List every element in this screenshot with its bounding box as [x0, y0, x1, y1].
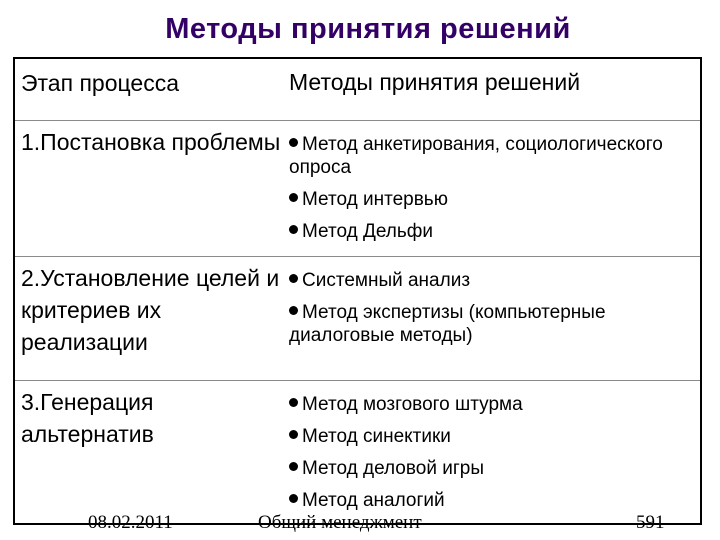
- stage-cell: 2.Установление целей и критериев их реализации: [14, 257, 289, 381]
- methods-cell: [289, 121, 701, 257]
- method-item: Метод анкетирования, социологического опроса: [289, 134, 663, 178]
- method-item: Метод интервью: [289, 188, 696, 211]
- methods-list: [289, 269, 696, 347]
- footer-date: 08.02.2011: [88, 512, 173, 533]
- table-row: [14, 121, 701, 257]
- header-stage: Этап процесса: [21, 70, 179, 96]
- footer-course: Общий менеджмент: [258, 512, 422, 533]
- bullet-icon: [289, 138, 298, 147]
- bullet-icon: [289, 225, 298, 234]
- table-row: [14, 257, 701, 381]
- methods-cell: [289, 381, 701, 525]
- method-item: Метод Дельфи: [289, 220, 696, 243]
- method-item: Метод аналогий: [289, 489, 696, 512]
- method-item: Системный анализ: [289, 269, 696, 292]
- methods-cell: [289, 257, 701, 381]
- header-methods: Методы принятия решений: [289, 69, 581, 95]
- footer-page-number: 591: [636, 512, 665, 533]
- stage-cell: 3.Генерация альтернатив: [14, 381, 289, 525]
- bullet-icon: [289, 306, 298, 315]
- bullet-icon: [289, 274, 298, 283]
- methods-list: [289, 133, 696, 243]
- bullet-icon: [289, 398, 298, 407]
- methods-table: [13, 57, 702, 525]
- method-item: Метод мозгового штурма: [289, 393, 696, 416]
- method-item: Метод экспертизы (компьютерные диалоговые методы): [289, 302, 606, 346]
- slide-title: Методы принятия решений: [165, 13, 571, 45]
- table-row: [14, 381, 701, 525]
- methods-list: [289, 393, 696, 512]
- bullet-icon: [289, 494, 298, 503]
- bullet-icon: [289, 430, 298, 439]
- method-item: Метод синектики: [289, 425, 696, 448]
- table-header-row: [14, 58, 701, 121]
- stage-cell: 1.Постановка проблемы: [14, 121, 289, 257]
- method-item: Метод деловой игры: [289, 457, 696, 480]
- bullet-icon: [289, 193, 298, 202]
- bullet-icon: [289, 462, 298, 471]
